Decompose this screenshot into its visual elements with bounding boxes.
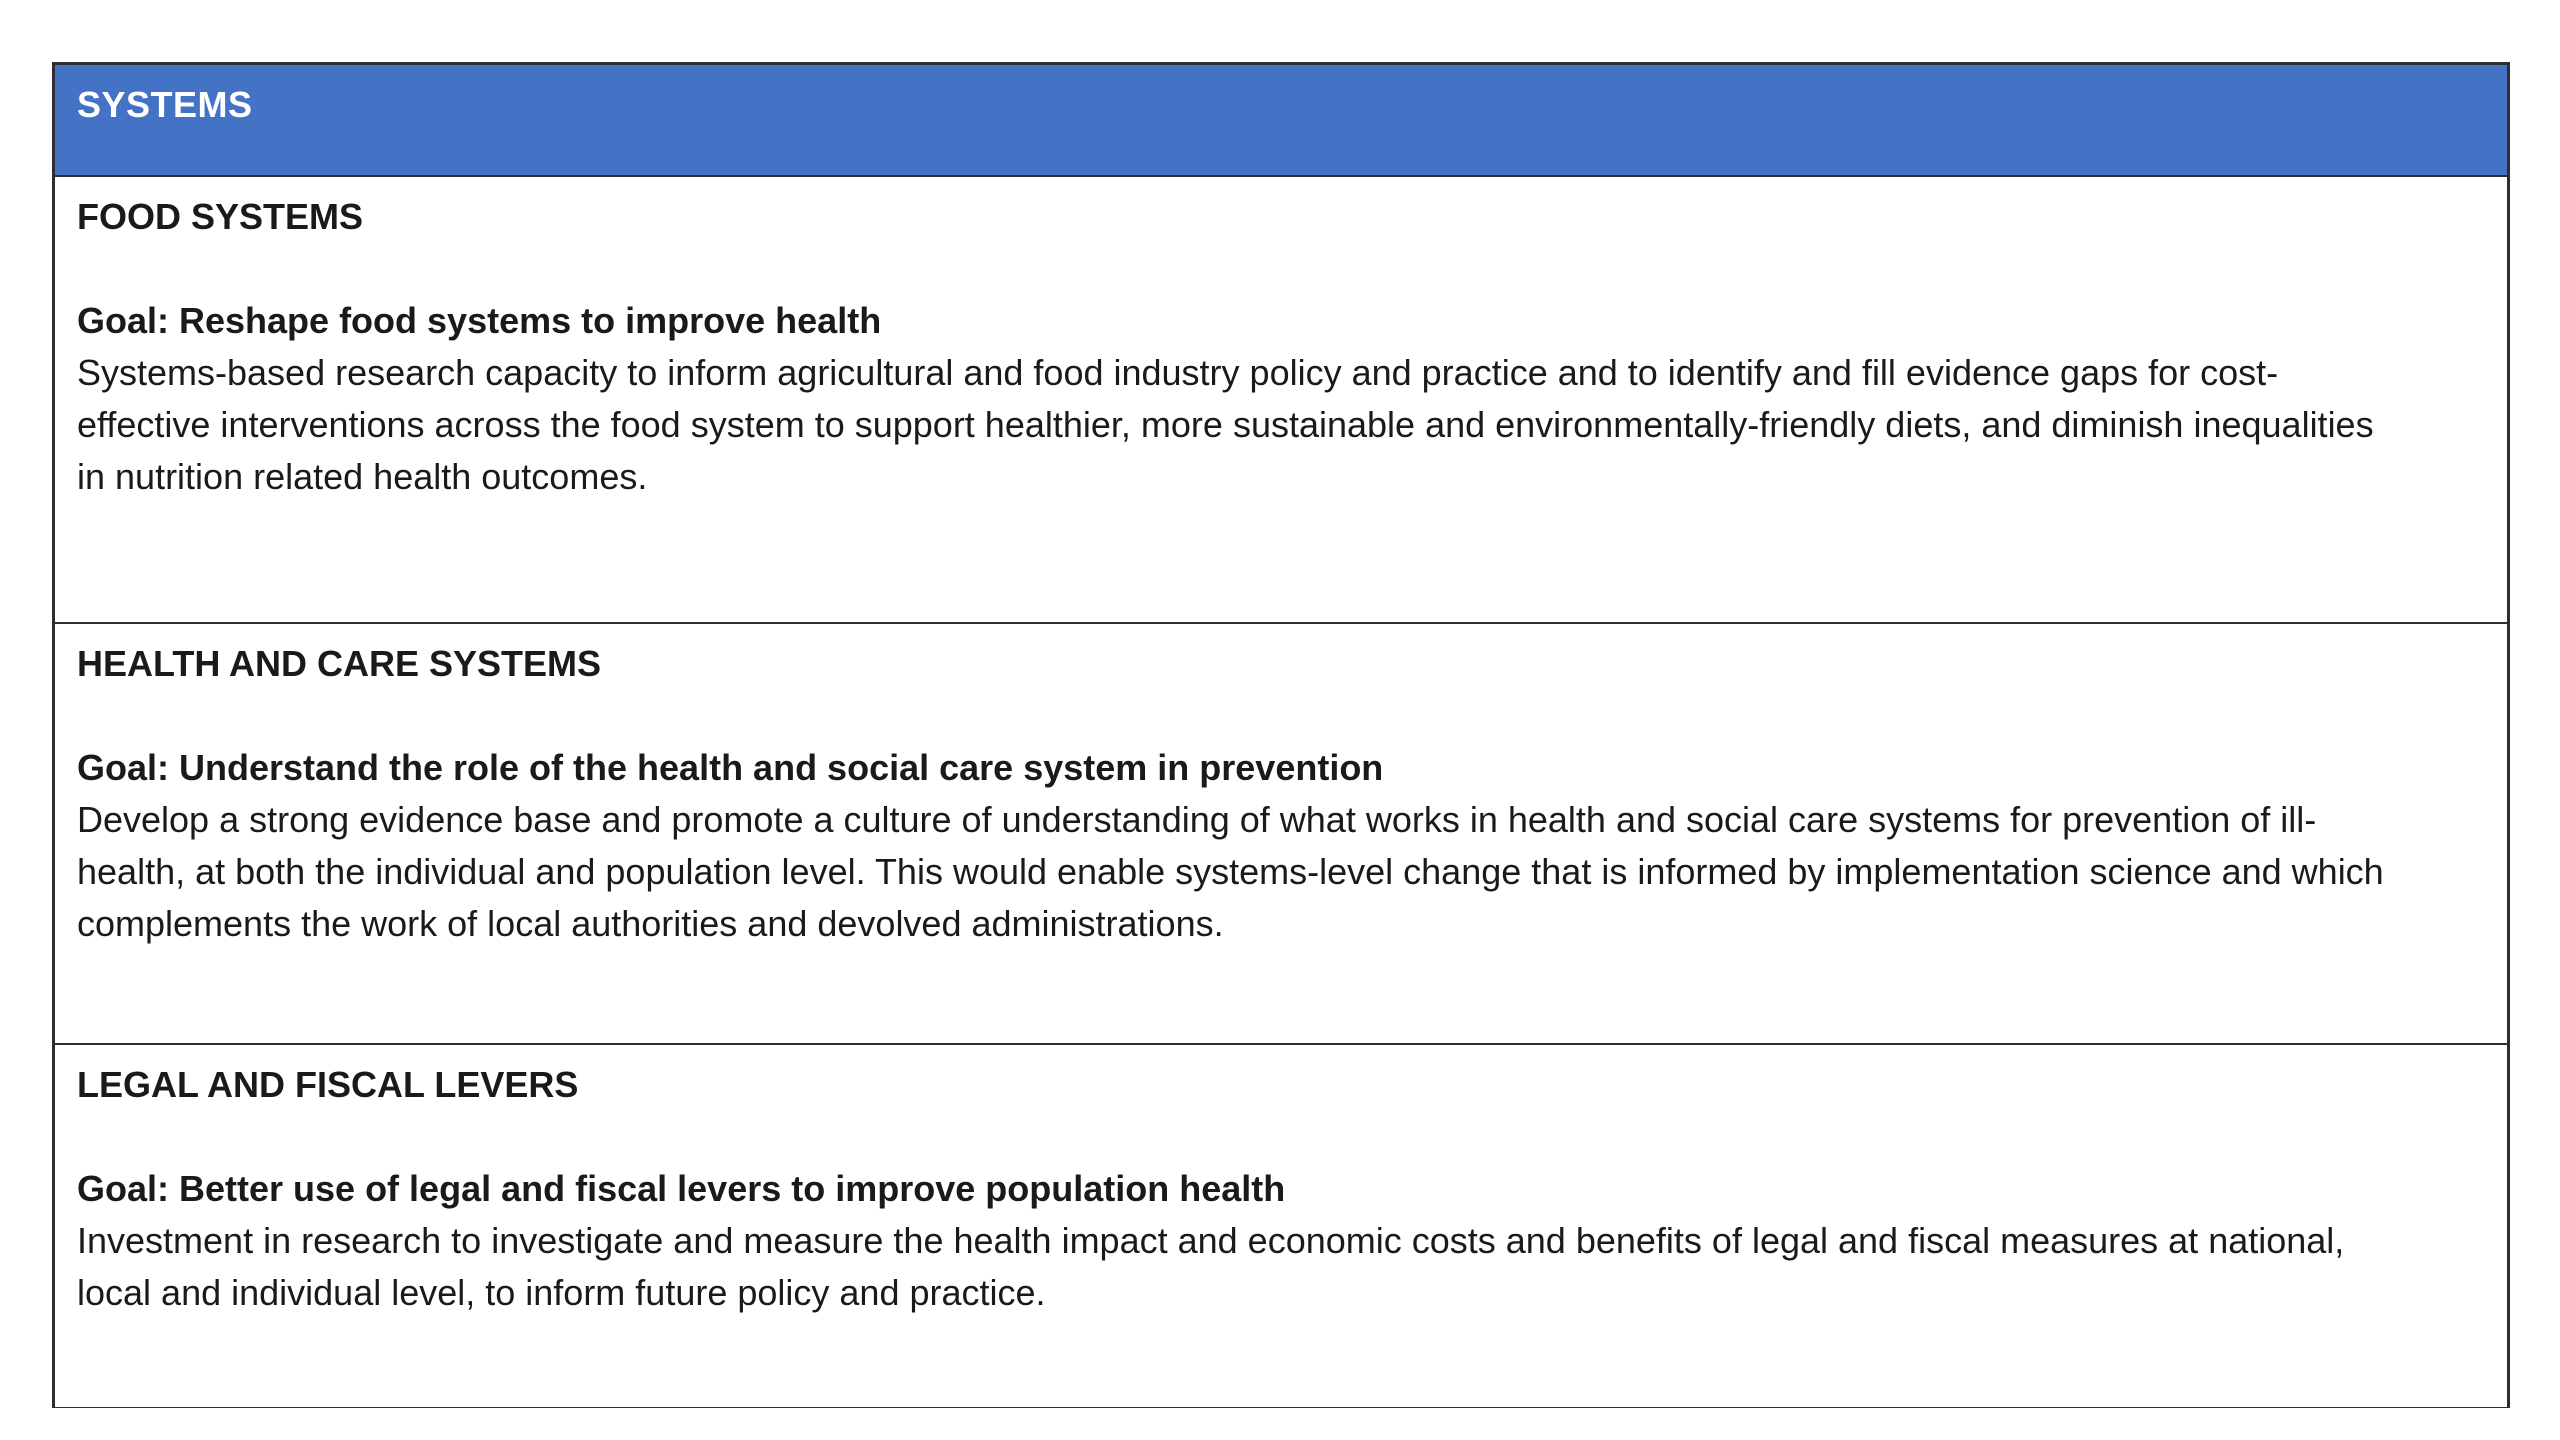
section-health-care-systems [55,622,2507,1043]
section-food-systems [55,177,2507,622]
legal-fiscal-levers-heading: LEGAL AND FISCAL LEVERS [77,1064,579,1105]
food-systems-heading: FOOD SYSTEMS [77,196,364,237]
spacer [77,690,2477,742]
health-care-systems-heading: HEALTH AND CARE SYSTEMS [77,643,602,684]
section-legal-fiscal-levers [55,1043,2507,1407]
spacer [77,243,2477,295]
health-care-systems-description: Develop a strong evidence base and promote a culture of understanding of what works in health and social care systems for prevention of ill-health, at both the individual and population level. This would enable systems-level change that is informed by implementation science and which complements the work of local authorities and devolved administrations. [77,799,2384,944]
food-systems-goal: Goal: Reshape food systems to improve health [77,300,882,341]
systems-header-title: SYSTEMS [77,84,253,125]
spacer [77,1111,2477,1163]
legal-fiscal-levers-description: Investment in research to investigate and measure the health impact and economic costs and benefits of legal and fiscal measures at national, local and individual level, to inform future policy and practice. [77,1220,2345,1313]
legal-fiscal-levers-goal: Goal: Better use of legal and fiscal levers to improve population health [77,1168,1286,1209]
food-systems-description: Systems-based research capacity to inform agricultural and food industry policy and practice and to identify and fill evidence gaps for cost-effective interventions across the food system to support healthier, more sustainable and environmentally-friendly diets, and diminish inequalities in nutrition related health outcomes. [77,352,2374,497]
health-care-systems-goal: Goal: Understand the role of the health and social care system in prevention [77,747,1384,788]
systems-table [52,62,2510,1408]
systems-header-row [55,65,2507,177]
